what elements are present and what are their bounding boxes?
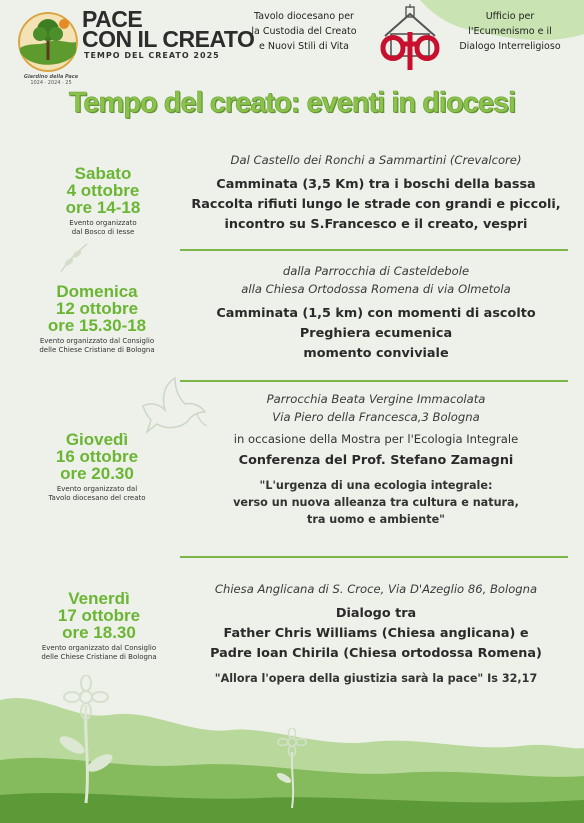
event-separator-3 — [180, 556, 568, 558]
event-1-day: Sabato — [74, 164, 132, 183]
event-3-date-block — [22, 431, 172, 503]
event-1-desc-line2: Raccolta rifiuti lungo le strade con grandi e piccoli, — [191, 197, 561, 212]
right-line3: Dialogo Interreligioso — [459, 41, 561, 52]
event-4-details — [178, 580, 574, 687]
middle-line3: e Nuovi Stili di Vita — [259, 41, 349, 52]
event-2-desc-line1: Camminata (1,5 km) con momenti di ascolto — [216, 306, 536, 321]
event-3-desc-line1: Conferenza del Prof. Stefano Zamagni — [238, 453, 514, 468]
event-4-time: ore 18.30 — [62, 623, 136, 642]
event-1-desc-line1: Camminata (3,5 Km) tra i boschi della bassa — [216, 177, 536, 192]
event-4-quote: "Allora l'opera della giustizia sarà la pace" Is 32,17 — [214, 672, 538, 685]
event-4-date: 17 ottobre — [57, 606, 141, 625]
event-2-date-block — [22, 283, 172, 355]
event-1-time: ore 14-18 — [65, 198, 141, 217]
event-4-organizer-line1: Evento organizzato dal Consiglio — [41, 644, 157, 652]
event-4-desc-line1: Dialogo tra — [335, 606, 417, 621]
event-3-day: Giovedì — [65, 430, 129, 449]
event-separator-1 — [180, 249, 568, 251]
event-2-desc-line2: Preghiera ecumenica — [299, 326, 453, 341]
event-1-date-block — [28, 165, 178, 237]
event-3-organizer-line1: Evento organizzato dal — [56, 485, 138, 493]
event-4-organizer-line2: delle Chiese Cristiane di Bologna — [41, 653, 157, 661]
event-separator-2 — [180, 380, 568, 382]
logo-title-line2: CON IL CREATO — [82, 26, 255, 52]
logo-caption-line2: 1024 · 2024 · 25 — [30, 80, 72, 86]
leaf-sprig-icon — [55, 240, 91, 276]
right-line1: Ufficio per — [485, 11, 535, 22]
flower-illustration-icon — [50, 675, 122, 805]
small-flower-icon — [275, 728, 309, 808]
event-2-organizer-line1: Evento organizzato dal Consiglio — [39, 337, 155, 345]
event-3-details — [178, 390, 574, 528]
event-1-date: 4 ottobre — [66, 181, 140, 200]
event-3-organizer-line2: Tavolo diocesano del creato — [48, 494, 146, 502]
event-3-occasion: in occasione della Mostra per l'Ecologia Integrale — [233, 432, 519, 446]
event-2-date: 12 ottobre — [55, 299, 139, 318]
event-4-desc-line3: Padre Ioan Chirila (Chiesa ortodossa Romena) — [210, 646, 542, 661]
event-1-organizer-line2: dal Bosco di Iesse — [71, 228, 135, 236]
event-3-quote-line3: tra uomo e ambiente" — [306, 513, 446, 526]
tavolo-diocesano-label — [243, 9, 365, 54]
event-3-location-line2: Via Piero della Francesca,3 Bologna — [272, 410, 480, 424]
logo-title-line1: PACE — [82, 6, 143, 32]
pace-con-il-creato-logo-icon — [18, 12, 78, 72]
event-1-organizer-line1: Evento organizzato — [69, 219, 137, 227]
event-2-organizer-line2: delle Chiese Cristiane di Bologna — [39, 346, 155, 354]
event-3-location-line1: Parrocchia Beata Vergine Immacolata — [266, 392, 486, 406]
ecumenism-office-church-logo-icon — [377, 4, 443, 74]
dove-icon — [137, 376, 209, 438]
event-2-location-line2: alla Chiesa Ortodossa Romena di via Olmetola — [241, 282, 511, 296]
event-1-location: Dal Castello dei Ronchi a Sammartini (Crevalcore) — [230, 153, 522, 167]
middle-line1: Tavolo diocesano per — [254, 11, 354, 22]
logo-caption — [16, 74, 86, 86]
logo-title — [82, 6, 255, 52]
event-2-location-line1: dalla Parrocchia di Casteldebole — [282, 264, 470, 278]
logo-caption-line1: Giardino della Pace — [23, 74, 79, 80]
event-3-quote-line2: verso un nuova alleanza tra cultura e natura, — [233, 496, 519, 509]
event-2-day: Domenica — [56, 282, 138, 301]
event-2-time: ore 15.30-18 — [47, 316, 147, 335]
event-2-desc-line3: momento conviviale — [303, 346, 449, 361]
ufficio-ecumenismo-label — [448, 9, 572, 54]
event-3-time: ore 20.30 — [60, 464, 134, 483]
logo-subtitle: TEMPO DEL CREATO 2025 — [84, 51, 220, 60]
event-3-date: 16 ottobre — [55, 447, 139, 466]
event-2-details — [178, 262, 574, 364]
event-1-details — [178, 151, 574, 235]
event-3-quote-line1: "L'urgenza di una ecologia integrale: — [259, 479, 493, 492]
right-line2: l'Ecumenismo e il — [468, 26, 552, 37]
middle-line2: la Custodia del Creato — [251, 26, 357, 37]
page-title: Tempo del creato: eventi in diocesi — [68, 87, 516, 119]
event-4-day: Venerdì — [68, 589, 130, 608]
event-4-date-block — [24, 590, 174, 662]
event-4-location: Chiesa Anglicana di S. Croce, Via D'Azeglio 86, Bologna — [214, 582, 538, 596]
event-1-desc-line3: incontro su S.Francesco e il creato, vespri — [224, 217, 528, 232]
event-4-desc-line2: Father Chris Williams (Chiesa anglicana) e — [223, 626, 529, 641]
